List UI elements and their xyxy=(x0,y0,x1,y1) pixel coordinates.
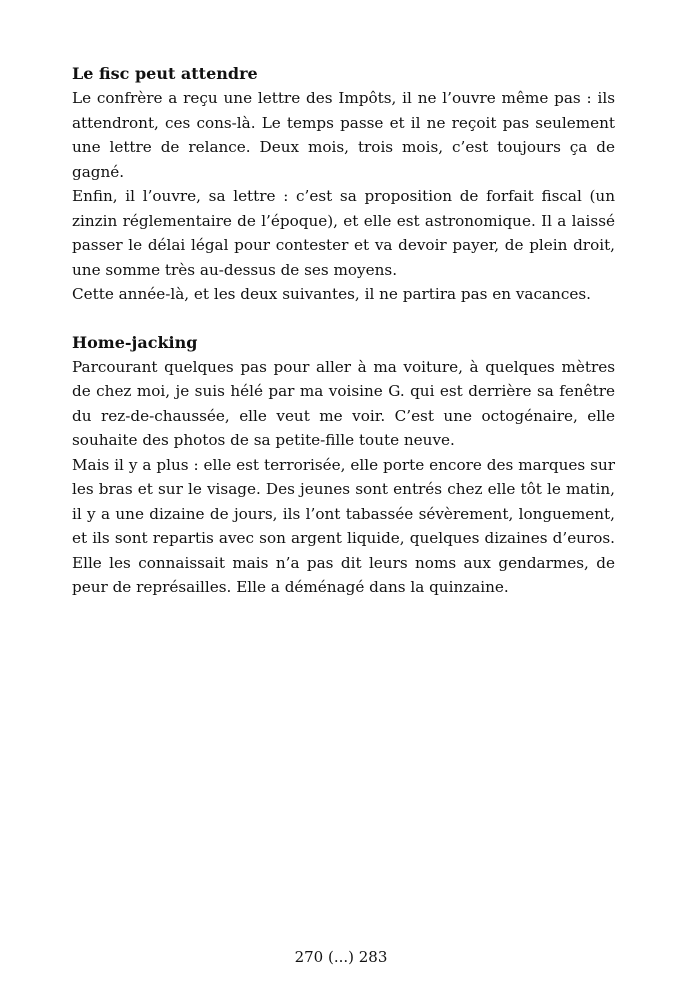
paragraph: Cette année-là, et les deux suivantes, il ne partira pas en vacances. xyxy=(72,285,591,303)
section-title: Home-jacking xyxy=(72,332,198,352)
paragraph: Le confrère a reçu une lettre des Impôts, il ne l’ouvre même pas : ils attendront, ces cons-là. Le temps passe et il ne reçoit pas seulement une lettre de relance. Deux mois, trois mois, c’est toujours ça de gagné. xyxy=(72,89,615,181)
paragraph: Parcourant quelques pas pour aller à ma voiture, à quelques mètres de chez moi, je suis hélé par ma voisine G. qui est derrière sa fenêtre du rez-de-chaussée, elle veut me voir. C’est une octogénaire, elle souhaite des photos de sa petite-fille toute neuve. xyxy=(72,357,615,449)
paragraph: Enfin, il l’ouvre, sa lettre : c’est sa proposition de forfait fiscal (un zinzin réglementaire de l’époque), et elle est astronomique. Il a laissé passer le délai légal pour contester et va devoir payer, de plein droit, une somme très au-dessus de ses moyens. xyxy=(72,187,615,279)
section-home-jacking xyxy=(72,331,615,600)
page-number-footer: 270 (...) 283 xyxy=(294,948,388,966)
section-fisc xyxy=(72,62,615,307)
section-title: Le fisc peut attendre xyxy=(72,64,258,83)
page-body xyxy=(72,62,615,624)
paragraph: Mais il y a plus : elle est terrorisée, elle porte encore des marques sur les bras et sur le visage. Des jeunes sont entrés chez elle tôt le matin, il y a une dizaine de jours, ils l’ont tabassée sévèrement, longuement, et ils sont repartis avec son argent liquide, quelques dizaines d’euros. Elle les connaissait mais n’a pas dit leurs noms aux gendarmes, de peur de représailles. Elle a déménagé dans la quinzaine. xyxy=(72,455,615,596)
